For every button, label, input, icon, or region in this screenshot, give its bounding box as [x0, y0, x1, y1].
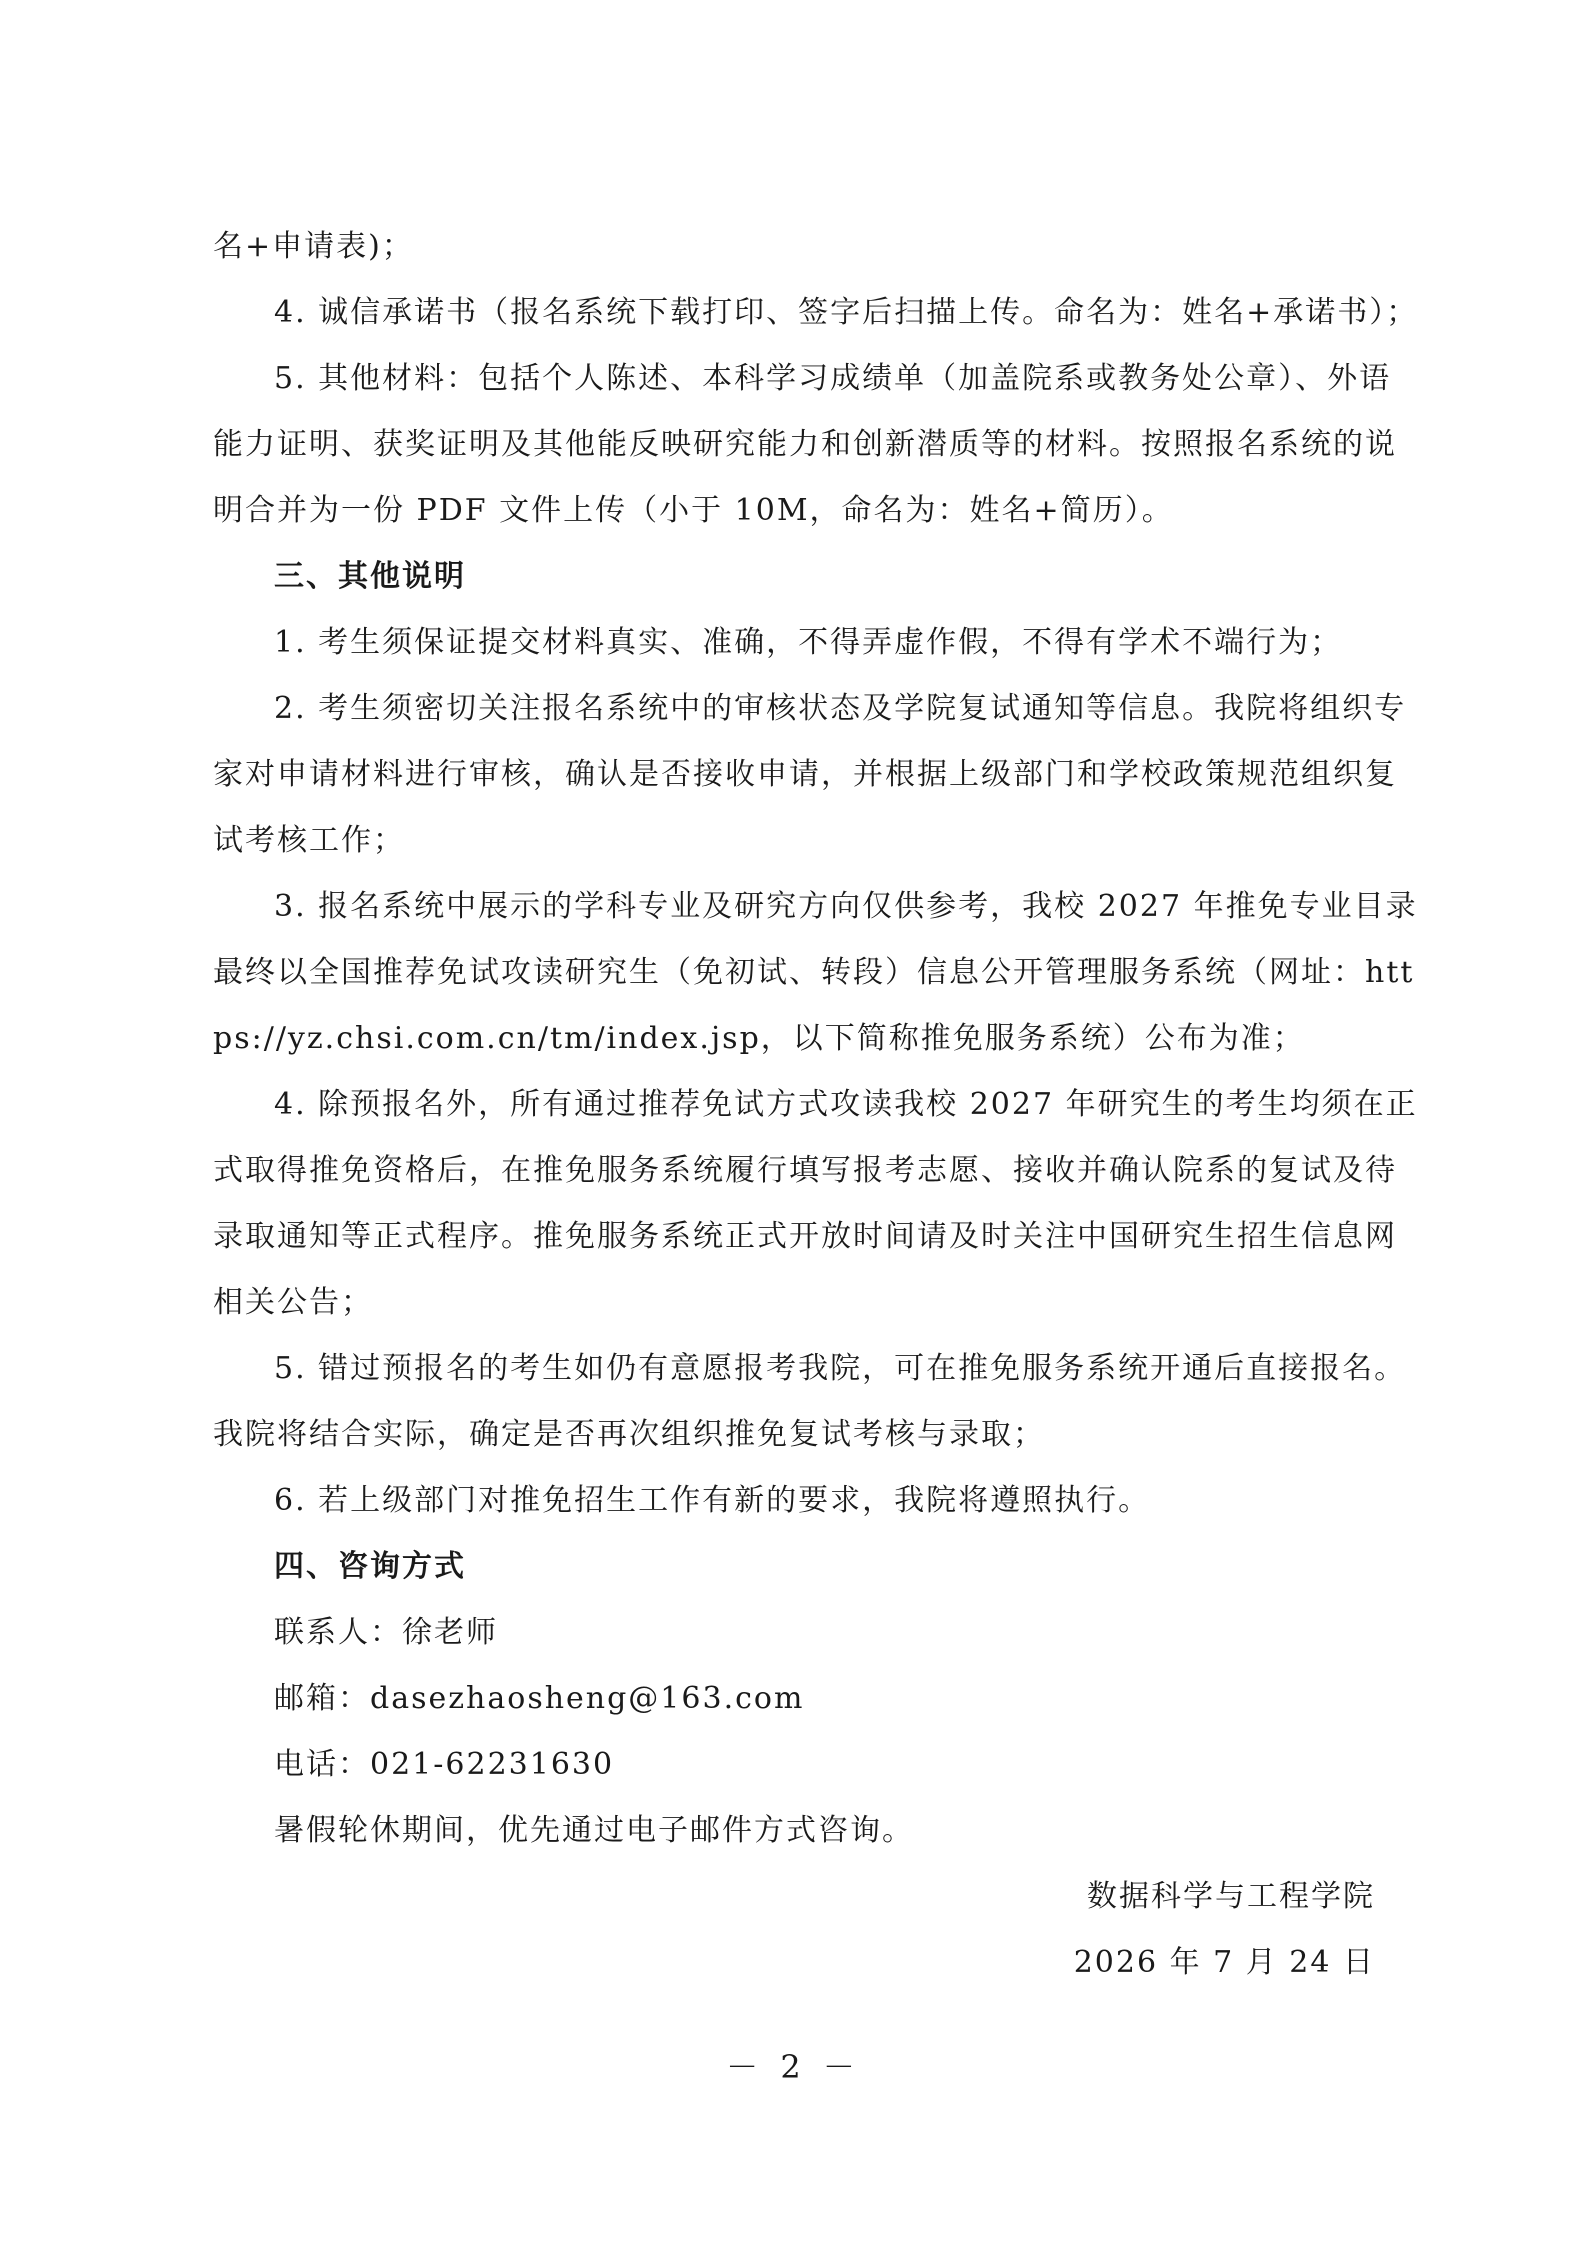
paragraph-line: ps://yz.chsi.com.cn/tm/index.jsp，以下简称推免服务系统）公布为准； [213, 1021, 1305, 1056]
section-heading: 四、咨询方式 [274, 1549, 466, 1584]
contact-phone: 电话：021-62231630 [274, 1747, 615, 1782]
section-heading: 三、其他说明 [274, 559, 466, 594]
paragraph-line: 4. 除预报名外，所有通过推荐免试方式攻读我校 2027 年研究生的考生均须在正 [274, 1087, 1418, 1122]
paragraph-line: 4. 诚信承诺书（报名系统下载打印、签字后扫描上传。命名为：姓名+承诺书）； [274, 295, 1419, 330]
paragraph-line: 试考核工作； [213, 823, 405, 858]
paragraph-line: 最终以全国推荐免试攻读研究生（免初试、转段）信息公开管理服务系统（网址：htt [213, 955, 1415, 990]
paragraph-line: 式取得推免资格后，在推免服务系统履行填写报考志愿、接收并确认院系的复试及待 [213, 1153, 1397, 1188]
paragraph-line: 3. 报名系统中展示的学科专业及研究方向仅供参考，我校 2027 年推免专业目录 [274, 889, 1418, 924]
paragraph-line: 相关公告； [213, 1285, 373, 1320]
paragraph-line: 能力证明、获奖证明及其他能反映研究能力和创新潜质等的材料。按照报名系统的说 [213, 427, 1397, 462]
paragraph-line: 2. 考生须密切关注报名系统中的审核状态及学院复试通知等信息。我院将组织专 [274, 691, 1407, 726]
paragraph-line: 5. 错过预报名的考生如仍有意愿报考我院，可在推免服务系统开通后直接报名。 [274, 1351, 1407, 1386]
page-number: － 2 － [726, 2048, 861, 2086]
paragraph-line: 暑假轮休期间，优先通过电子邮件方式咨询。 [274, 1813, 914, 1848]
paragraph-line: 我院将结合实际，确定是否再次组织推免复试考核与录取； [213, 1417, 1045, 1452]
paragraph-line: 名+申请表)； [213, 229, 414, 264]
paragraph-line: 明合并为一份 PDF 文件上传（小于 10M，命名为：姓名+简历）。 [213, 493, 1174, 528]
signature-organization: 数据科学与工程学院 [1087, 1879, 1375, 1914]
paragraph-line: 1. 考生须保证提交材料真实、准确，不得弄虚作假，不得有学术不端行为； [274, 625, 1343, 660]
contact-email: 邮箱：dasezhaosheng@163.com [274, 1681, 805, 1716]
paragraph-line: 家对申请材料进行审核，确认是否接收申请，并根据上级部门和学校政策规范组织复 [213, 757, 1397, 792]
paragraph-line: 6. 若上级部门对推免招生工作有新的要求，我院将遵照执行。 [274, 1483, 1151, 1518]
signature-date: 2026 年 7 月 24 日 [1073, 1945, 1375, 1980]
paragraph-line: 录取通知等正式程序。推免服务系统正式开放时间请及时关注中国研究生招生信息网 [213, 1219, 1397, 1254]
paragraph-line: 5. 其他材料：包括个人陈述、本科学习成绩单（加盖院系或教务处公章）、外语 [274, 361, 1392, 396]
contact-person: 联系人：徐老师 [274, 1615, 498, 1650]
